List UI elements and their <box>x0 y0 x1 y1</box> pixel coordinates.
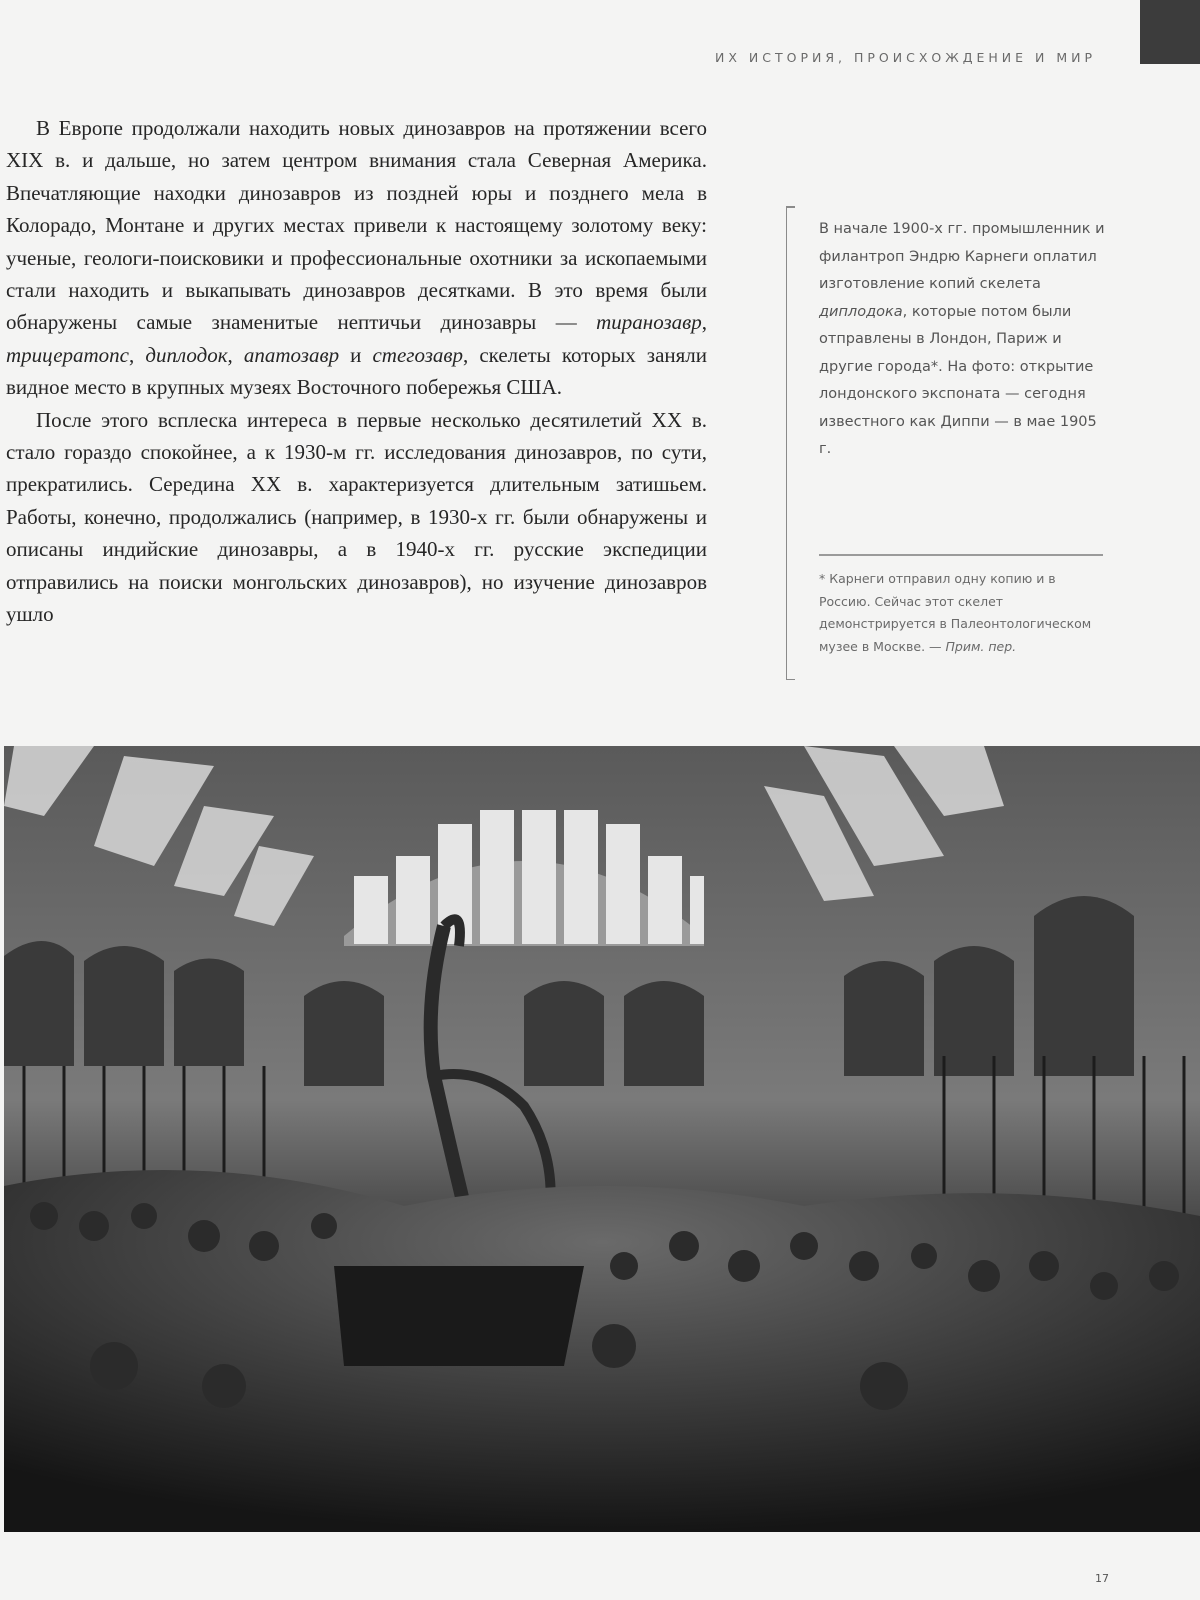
taxon-name: апатозавр <box>243 342 340 367</box>
separator: , <box>701 310 708 335</box>
museum-hall-photo <box>4 746 1200 1532</box>
translator-note: Прим. пер. <box>945 638 1017 654</box>
separator: , <box>129 342 135 367</box>
bracket-tick-top <box>786 206 795 208</box>
taxon-name: диплодока <box>819 303 903 320</box>
paragraph-1 <box>6 112 707 404</box>
paragraph-1-text: В Европе продолжали находить новых динозавров на протяжении всего XIX в. и дальше, но затем центром внимания стала Северная Америка. Впечатляющие находки динозавров из поздней юры и позднего мела в Колорадо, Монтане и других местах привели к настоящему золотому веку: ученые, геологи-поисковики и профессиональные охотники за ископаемыми стали находить и выкапывать динозавров десятками. В это время были обнаружены самые знаменитые нептичьи динозавры — <box>6 116 707 335</box>
footnote-divider <box>819 554 1103 556</box>
central-platform <box>334 1266 584 1366</box>
footnote-text: * Карнеги отправил одну копию и в Россию. Сейчас этот скелет демонстрируется в Палеонтологическом музее в Москве. — <box>819 571 1092 654</box>
taxon-name: тиранозавр <box>596 310 702 335</box>
footnote <box>819 568 1103 658</box>
photo-illustration <box>4 746 1200 1532</box>
main-text-column <box>6 112 707 631</box>
caption-text: В начале 1900-х гг. промышленник и филантроп Эндрю Карнеги оплатил изготовление копий скелета <box>819 221 1105 292</box>
running-head: ИХ ИСТОРИЯ, ПРОИСХОЖДЕНИЕ И МИР <box>715 50 1096 65</box>
corner-tab <box>1140 0 1200 64</box>
paragraph-2: После этого всплеска интереса в первые несколько десятилетий XX в. стало гораздо спокойнее, а к 1930-м гг. исследования динозавров, по сути, прекратились. Середина XX в. характеризуется длительным затишьем. Работы, конечно, продолжались (например, в 1930-х гг. были обнаружены и описаны индийские динозавры, а в 1940-х гг. русские экспедиции отправились на поиски монгольских динозавров), но изучение динозавров ушло <box>6 407 707 627</box>
taxon-name: стегозавр <box>372 342 464 367</box>
separator: , <box>227 342 233 367</box>
taxon-name: диплодок <box>145 342 228 367</box>
separator: и <box>350 342 362 367</box>
paragraph-1-text-end: , скелеты которых заняли видное место в крупных музеях Восточного побережья США. <box>6 342 708 400</box>
bracket-tick-bottom <box>786 679 795 681</box>
photo-caption <box>819 216 1111 464</box>
caption-text-end: , которые потом были отправлены в Лондон, Париж и другие города*. На фото: открытие лондонского экспоната — сегодня известного как Диппи — в мае 1905 г. <box>819 303 1097 457</box>
taxon-name: трицератопс <box>6 342 129 367</box>
page-number: 17 <box>1095 1572 1109 1585</box>
sidebar-caption-box <box>786 206 1109 680</box>
